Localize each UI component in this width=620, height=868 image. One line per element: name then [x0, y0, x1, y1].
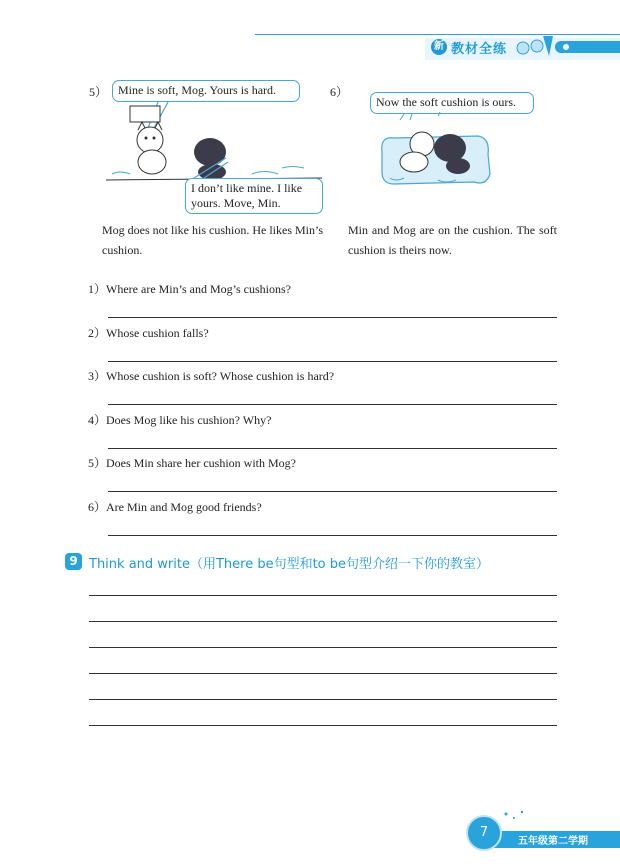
panel-6-number: 6）: [330, 85, 349, 99]
speech-bubble-min: Mine is soft, Mog. Yours is hard.: [112, 80, 300, 102]
answer-line-2[interactable]: [108, 361, 557, 362]
grade-label: 五年级第二学期: [518, 836, 588, 847]
header-dot-icon: [561, 42, 571, 52]
writing-line-5[interactable]: [89, 699, 557, 700]
answer-line-6[interactable]: [108, 535, 557, 536]
answer-line-1[interactable]: [108, 317, 557, 318]
panel-5-number: 5）: [89, 85, 108, 99]
cats-on-cushion-icon: [378, 112, 493, 188]
writing-line-3[interactable]: [89, 647, 557, 648]
writing-line-6[interactable]: [89, 725, 557, 726]
cats-illustration-icon: [102, 100, 327, 190]
speech-bubble-mog: I don’t like mine. I like yours. Move, Min.: [185, 178, 323, 214]
question-4: 4）Does Mog like his cushion? Why?: [88, 413, 272, 427]
panel-5-caption: Mog does not like his cushion. He likes Min’s cushion.: [102, 223, 323, 257]
question-6: 6）Are Min and Mog good friends?: [88, 500, 262, 514]
book-title: 教材全练: [451, 42, 508, 57]
writing-line-4[interactable]: [89, 673, 557, 674]
question-2: 2）Whose cushion falls?: [88, 326, 209, 340]
section-title: Think and write（用There be句型和to be句型介绍一下你的教室）: [89, 557, 490, 572]
answer-line-3[interactable]: [108, 404, 557, 405]
question-5: 5）Does Min share her cushion with Mog?: [88, 456, 296, 470]
question-3: 3）Whose cushion is soft? Whose cushion is hard?: [88, 369, 335, 383]
question-1: 1）Where are Min’s and Mog’s cushions?: [88, 282, 291, 296]
speech-bubble-together: Now the soft cushion is ours.: [370, 92, 534, 114]
answer-line-5[interactable]: [108, 491, 557, 492]
page-number: 7: [466, 815, 502, 851]
sparkle-icon: [500, 808, 530, 828]
writing-line-1[interactable]: [89, 595, 557, 596]
book-logo-icon: 新: [431, 39, 447, 55]
kids-reading-icon: [513, 32, 557, 60]
panel-6-caption: Min and Mog are on the cushion. The soft cushion is theirs now.: [348, 223, 557, 257]
answer-line-4[interactable]: [108, 448, 557, 449]
section-number-badge: 9: [65, 553, 82, 570]
writing-line-2[interactable]: [89, 621, 557, 622]
header-rule: [255, 34, 620, 35]
